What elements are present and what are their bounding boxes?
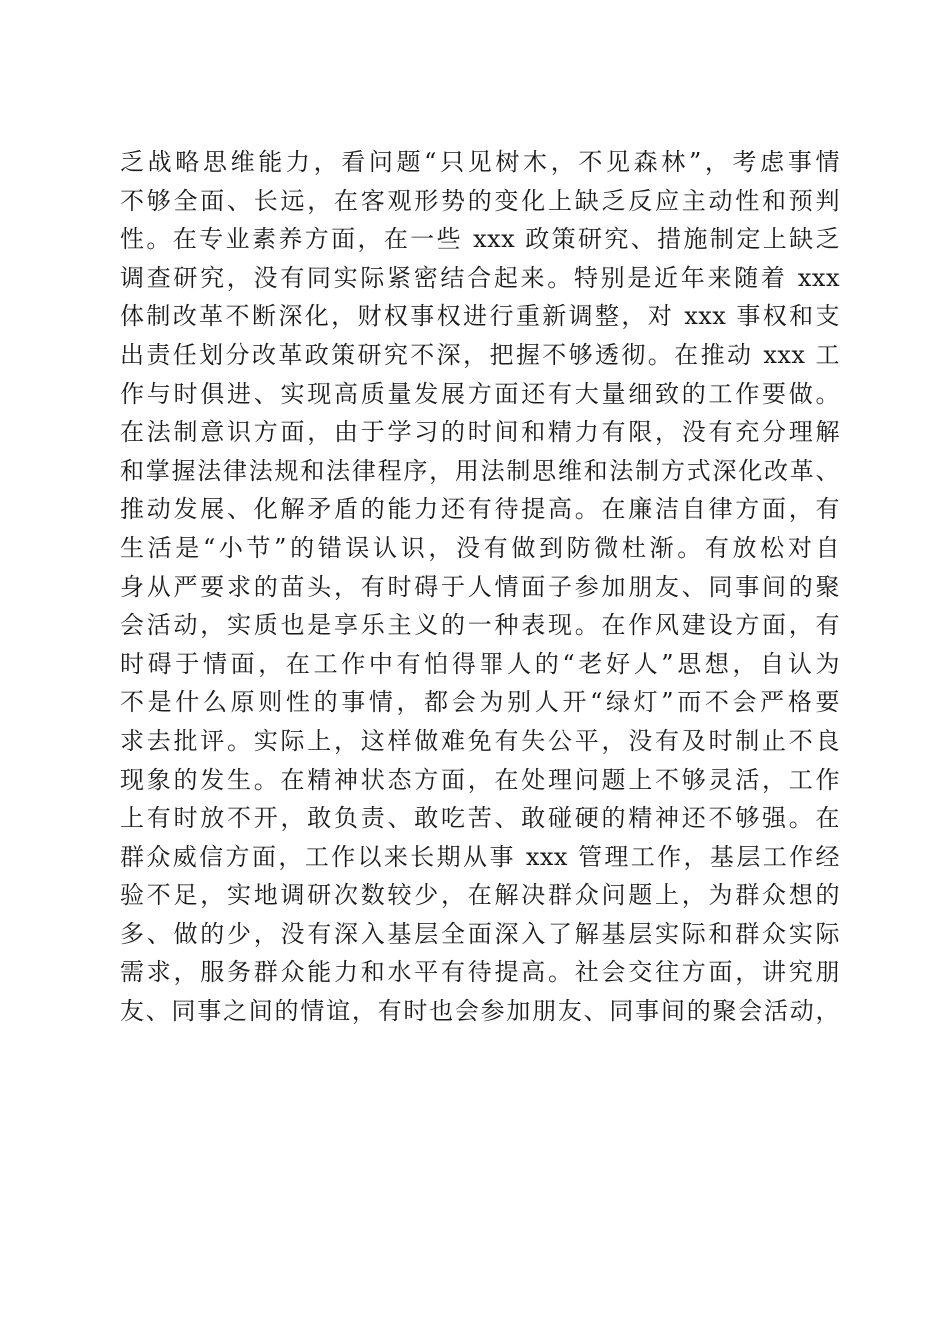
text-line: 乏战略思维能力，看问题“只见树木，不见森林”，考虑事情 (120, 148, 840, 176)
text-line: 和掌握法律法规和法律程序，用法制思维和法制方式深化改革、 (120, 456, 840, 485)
text-line: 调查研究，没有同实际紧密结合起来。特别是近年来随着 xxx (120, 263, 840, 292)
text-line: 在法制意识方面，由于学习的时间和精力有限，没有充分理解 (120, 418, 840, 447)
text-line: 身从严要求的苗头，有时碍于人情面子参加朋友、同事间的聚 (120, 572, 840, 601)
text-line: 出责任划分改革政策研究不深，把握不够透彻。在推动 xxx 工 (120, 340, 840, 369)
text-line: 验不足，实地调研次数较少，在解决群众问题上，为群众想的 (120, 881, 840, 910)
text-line: 现象的发生。在精神状态方面，在处理问题上不够灵活，工作 (120, 765, 840, 794)
text-line: 群众威信方面，工作以来长期从事 xxx 管理工作，基层工作经 (120, 842, 840, 871)
text-line: 性。在专业素养方面，在一些 xxx 政策研究、措施制定上缺乏 (120, 225, 840, 254)
text-line: 作与时俱进、实现高质量发展方面还有大量细致的工作要做。 (120, 379, 840, 408)
body-text (120, 143, 840, 1031)
text-line: 推动发展、化解矛盾的能力还有待提高。在廉洁自律方面，有 (120, 495, 840, 524)
text-line: 会活动，实质也是享乐主义的一种表现。在作风建设方面，有 (120, 611, 840, 640)
text-line: 不是什么原则性的事情，都会为别人开“绿灯”而不会严格要 (120, 688, 840, 717)
text-line: 友、同事之间的情谊，有时也会参加朋友、同事间的聚会活动， (120, 997, 840, 1026)
text-line: 多、做的少，没有深入基层全面深入了解基层实际和群众实际 (120, 919, 840, 948)
text-line: 时碍于情面，在工作中有怕得罪人的“老好人”思想，自认为 (120, 649, 840, 678)
text-line: 不够全面、长远，在客观形势的变化上缺乏反应主动性和预判 (120, 186, 840, 215)
text-line: 求去批评。实际上，这样做难免有失公平，没有及时制止不良 (120, 726, 840, 755)
text-line: 生活是“小节”的错误认识，没有做到防微杜渐。有放松对自 (120, 533, 840, 562)
text-line: 体制改革不断深化，财权事权进行重新调整，对 xxx 事权和支 (120, 302, 840, 331)
text-line: 上有时放不开，敢负责、敢吃苦、敢碰硬的精神还不够强。在 (120, 804, 840, 833)
text-line: 需求，服务群众能力和水平有待提高。社会交往方面，讲究朋 (120, 958, 840, 987)
